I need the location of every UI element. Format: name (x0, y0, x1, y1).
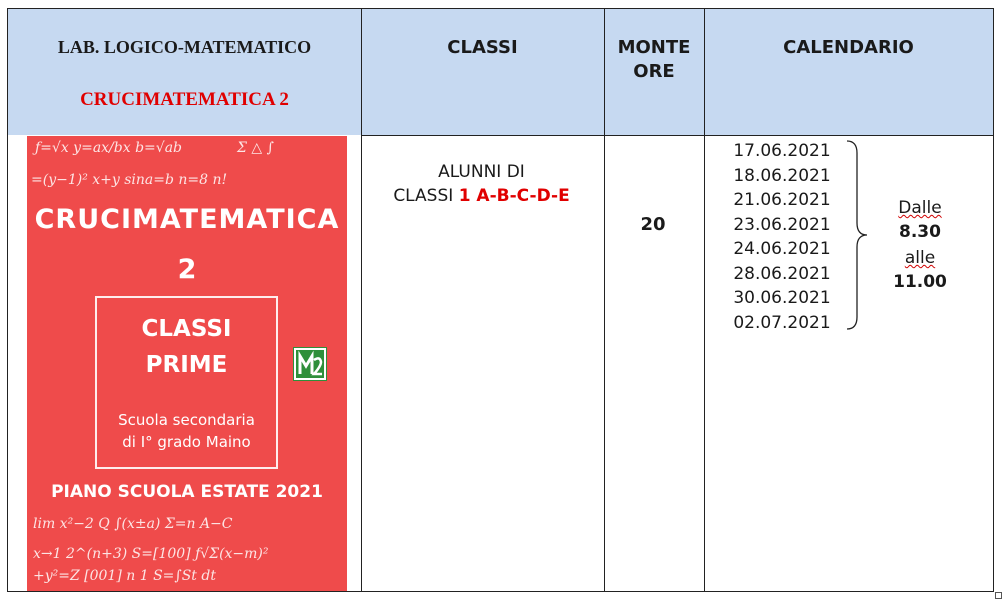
school-logo-icon (293, 347, 327, 381)
poster-title: CRUCIMATEMATICA (34, 204, 340, 235)
alunni-line2 (360, 186, 603, 206)
divider (361, 9, 362, 591)
date-list (717, 139, 847, 335)
math-decoration: lim x²−2 Q ∫(x±a) Σ=n A−C (33, 516, 233, 532)
time-alle: alle (904, 248, 936, 268)
date-item: 18.06.2021 (733, 165, 831, 186)
header-cell-classi (361, 9, 604, 135)
header-monte: MONTE (617, 37, 691, 58)
header-classi: CLASSI (447, 37, 518, 58)
poster-frame (95, 296, 278, 469)
math-decoration: x→1 2^(n+3) S=[100] ƒ√Σ(x−m)² (33, 546, 269, 562)
date-item: 30.06.2021 (733, 288, 831, 308)
date-item: 24.06.2021 (733, 239, 831, 259)
date-item: 21.06.2021 (733, 190, 831, 210)
header-calendario: CALENDARIO (783, 37, 914, 58)
poster-prime: PRIME (145, 352, 228, 378)
divider (704, 9, 705, 591)
math-decoration: ƒ=√x y=ax/bx b=√ab (35, 140, 183, 156)
alunni-classes: 1 A-B-C-D-E (458, 186, 570, 206)
math-decoration: =(y−1)² x+y sina=b n=8 n! (31, 172, 228, 188)
time-dalle: Dalle (898, 198, 942, 218)
poster-school-line1: Scuola secondaria (118, 411, 255, 429)
lab-title: LAB. LOGICO-MATEMATICO (57, 37, 312, 57)
math-decoration: +y²=Z [001] n 1 S=∫St dt (33, 568, 216, 584)
poster-classi: CLASSI (141, 316, 232, 342)
header-ore: ORE (633, 61, 675, 82)
lab-subtitle: CRUCIMATEMATICA 2 (80, 89, 289, 110)
resize-handle[interactable] (995, 592, 1002, 599)
math-decoration: Σ △ ∫ (237, 140, 274, 156)
course-poster (27, 136, 347, 591)
alunni-line1: ALUNNI DI (438, 162, 525, 182)
header-cell-lab (8, 9, 361, 135)
header-cell-monte-ore (604, 9, 704, 135)
brace-icon (843, 139, 873, 331)
date-item: 02.07.2021 (733, 312, 831, 333)
date-item: 23.06.2021 (733, 214, 831, 235)
date-item: 28.06.2021 (733, 263, 831, 284)
poster-footer: PIANO SCUOLA ESTATE 2021 (51, 482, 323, 502)
header-cell-calendario (704, 9, 993, 135)
divider (604, 9, 605, 591)
poster-title-number: 2 (177, 254, 197, 285)
date-item: 17.06.2021 (733, 141, 831, 161)
divider (361, 135, 993, 136)
poster-school-line2: di I° grado Maino (122, 433, 251, 451)
monte-ore-value: 20 (640, 214, 666, 235)
time-to: 11.00 (893, 272, 947, 292)
time-from: 8.30 (899, 222, 941, 242)
alunni-prefix: CLASSI (393, 186, 459, 206)
